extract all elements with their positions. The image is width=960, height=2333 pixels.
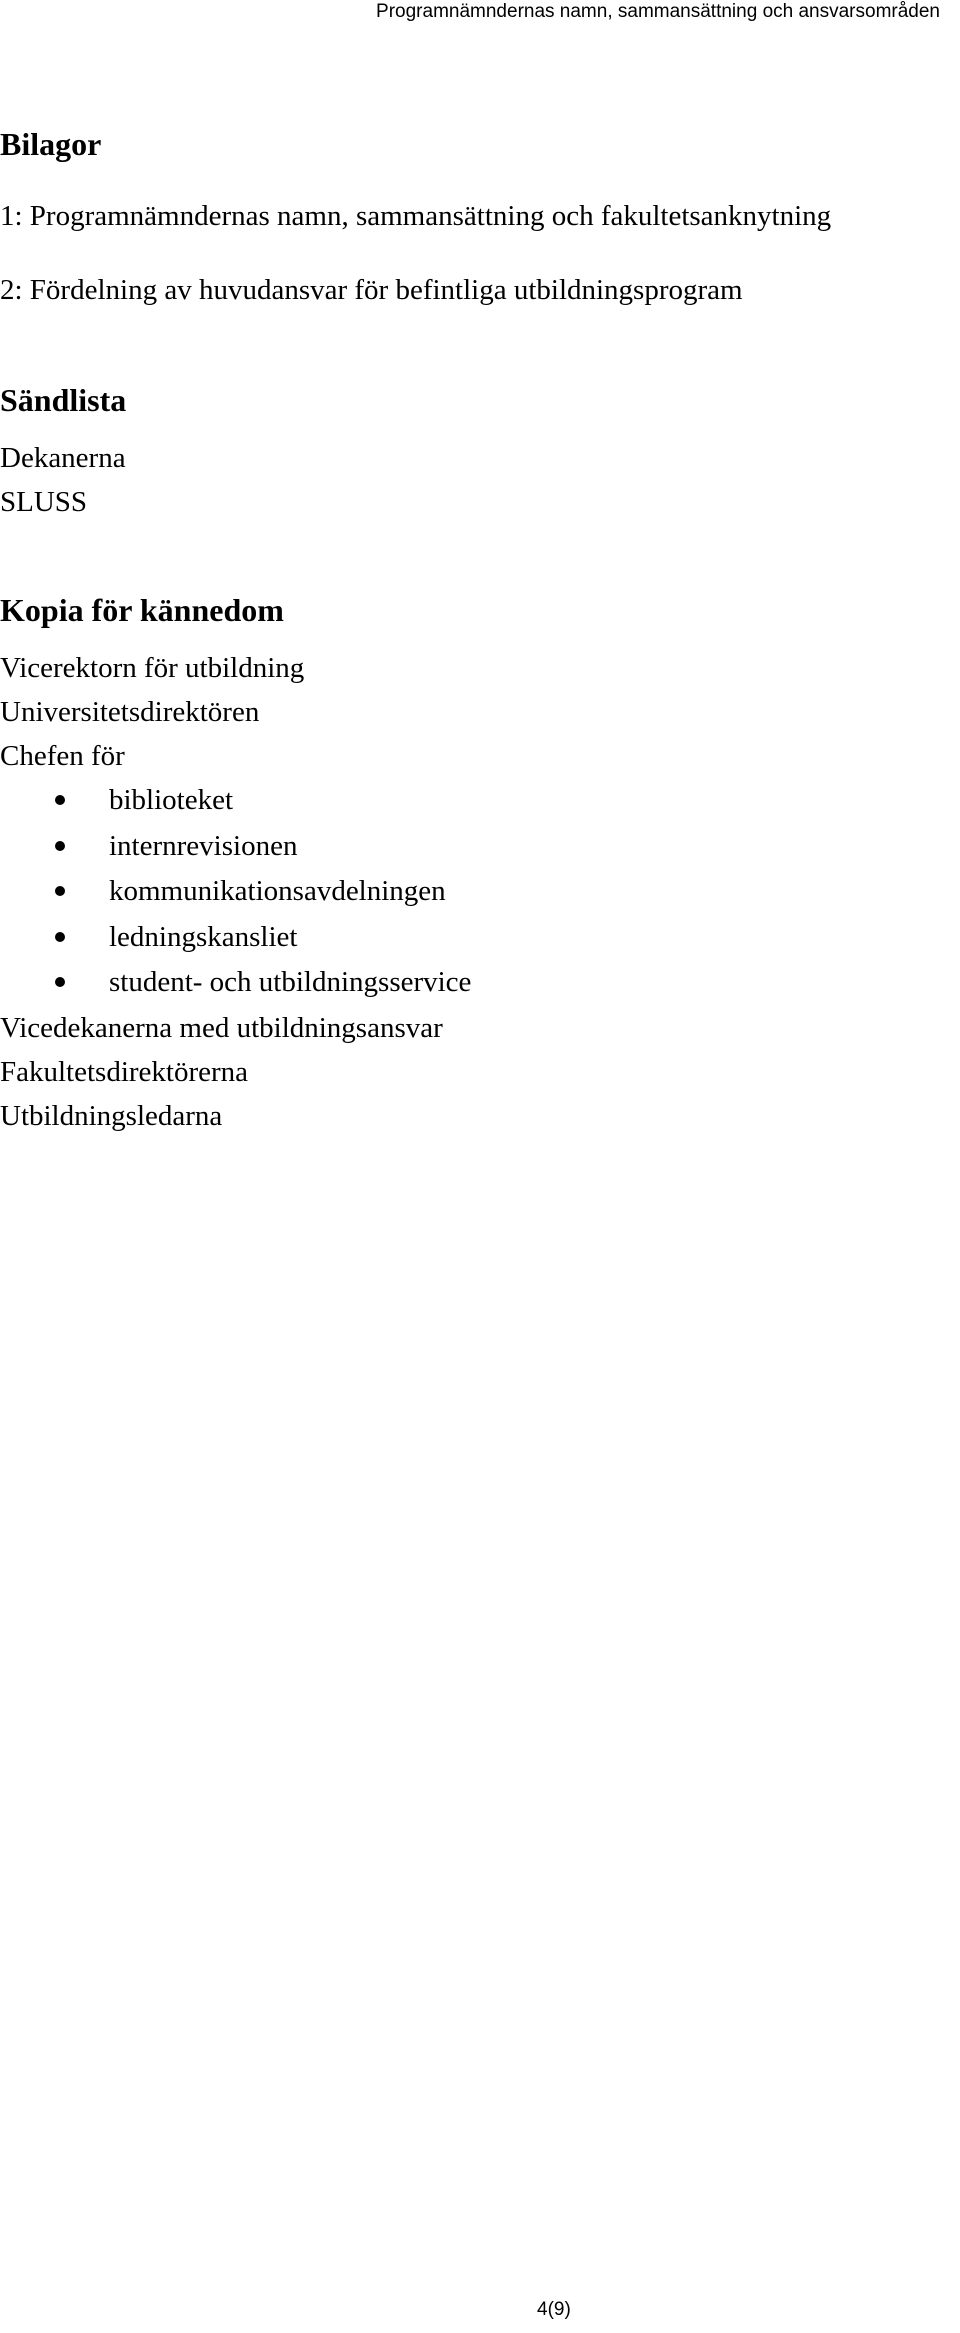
running-header: Programnämndernas namn, sammansättning och ansvarsområden [376, 1, 940, 22]
attachment-item-2: 2: Fördelning av huvudansvar för befintliga utbildningsprogram [0, 274, 743, 306]
list-item-label: biblioteket [109, 784, 234, 816]
copy-item-vicerektor: Vicerektorn för utbildning [0, 652, 305, 684]
attachments-section [0, 122, 960, 312]
chefen-for-list [0, 778, 960, 1006]
bullet-icon [55, 977, 65, 987]
bullet-icon [55, 932, 65, 942]
list-item-label: kommunikationsavdelningen [109, 875, 446, 907]
bullet-icon [55, 886, 65, 896]
copy-item-chefen-for: Chefen för [0, 740, 125, 772]
list-item [0, 960, 960, 1006]
list-item [0, 778, 960, 824]
copy-item-utbildningsledarna: Utbildningsledarna [0, 1099, 223, 1132]
distribution-item-1: Dekanerna [0, 442, 126, 474]
copy-item-fakultetsdirektorerna: Fakultetsdirektörerna [0, 1055, 249, 1088]
list-item [0, 824, 960, 870]
attachments-heading: Bilagor [0, 126, 102, 162]
list-item-label: student- och utbildningsservice [109, 966, 472, 998]
bullet-icon [55, 841, 65, 851]
copy-section [0, 588, 960, 1138]
list-item-label: ledningskansliet [109, 920, 298, 953]
list-item-label: internrevisionen [109, 829, 298, 862]
distribution-section [0, 378, 960, 524]
distribution-heading: Sändlista [0, 382, 127, 418]
copy-item-vicedekanerna: Vicedekanerna med utbildningsansvar [0, 1011, 443, 1044]
list-item [0, 915, 960, 961]
bullet-icon [55, 795, 65, 805]
copy-item-universitetsdirektor: Universitetsdirektören [0, 696, 260, 728]
distribution-item-2: SLUSS [0, 486, 88, 518]
page-number: 4(9) [537, 2299, 571, 2320]
document-body [0, 122, 960, 1138]
list-item [0, 869, 960, 915]
attachment-item-1: 1: Programnämndernas namn, sammansättning och fakultetsanknytning [0, 200, 832, 232]
copy-heading: Kopia för kännedom [0, 592, 284, 628]
